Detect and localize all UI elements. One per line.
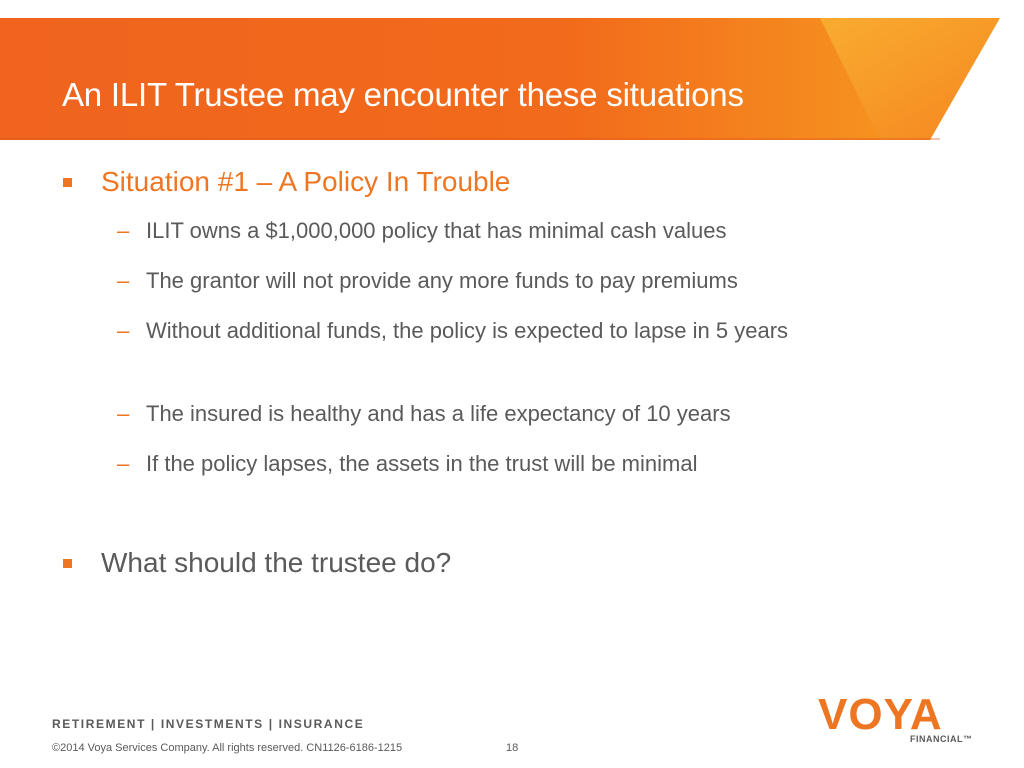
situation-heading: Situation #1 – A Policy In Trouble	[101, 166, 511, 197]
square-bullet-icon	[63, 559, 72, 568]
dash-bullet-icon: –	[117, 268, 130, 293]
title-banner	[0, 18, 1024, 140]
detail-text: If the policy lapses, the assets in the trust will be minimal	[146, 451, 698, 476]
dash-bullet-icon: –	[117, 451, 130, 476]
square-bullet-icon	[63, 178, 72, 187]
detail-text: Without additional funds, the policy is expected to lapse in 5 years	[146, 318, 789, 343]
slide-title: An ILIT Trustee may encounter these situations	[62, 76, 744, 113]
page-number: 18	[506, 742, 519, 754]
dash-bullet-icon: –	[117, 401, 130, 426]
detail-text: The grantor will not provide any more funds to pay premiums	[146, 268, 738, 293]
dash-bullet-icon: –	[117, 318, 130, 343]
detail-text: ILIT owns a $1,000,000 policy that has minimal cash values	[146, 218, 727, 243]
question-text: What should the trustee do?	[101, 547, 452, 578]
voya-logo	[818, 690, 978, 750]
logo-subtitle: FINANCIAL™	[910, 734, 973, 744]
footer-tagline: RETIREMENT | INVESTMENTS | INSURANCE	[52, 717, 365, 731]
logo-wordmark: VOYA	[818, 690, 943, 739]
dash-bullet-icon: –	[117, 218, 130, 243]
footer-copyright: ©2014 Voya Services Company. All rights reserved. CN1126-6186-1215	[52, 742, 403, 754]
detail-text: The insured is healthy and has a life expectancy of 10 years	[146, 401, 731, 426]
